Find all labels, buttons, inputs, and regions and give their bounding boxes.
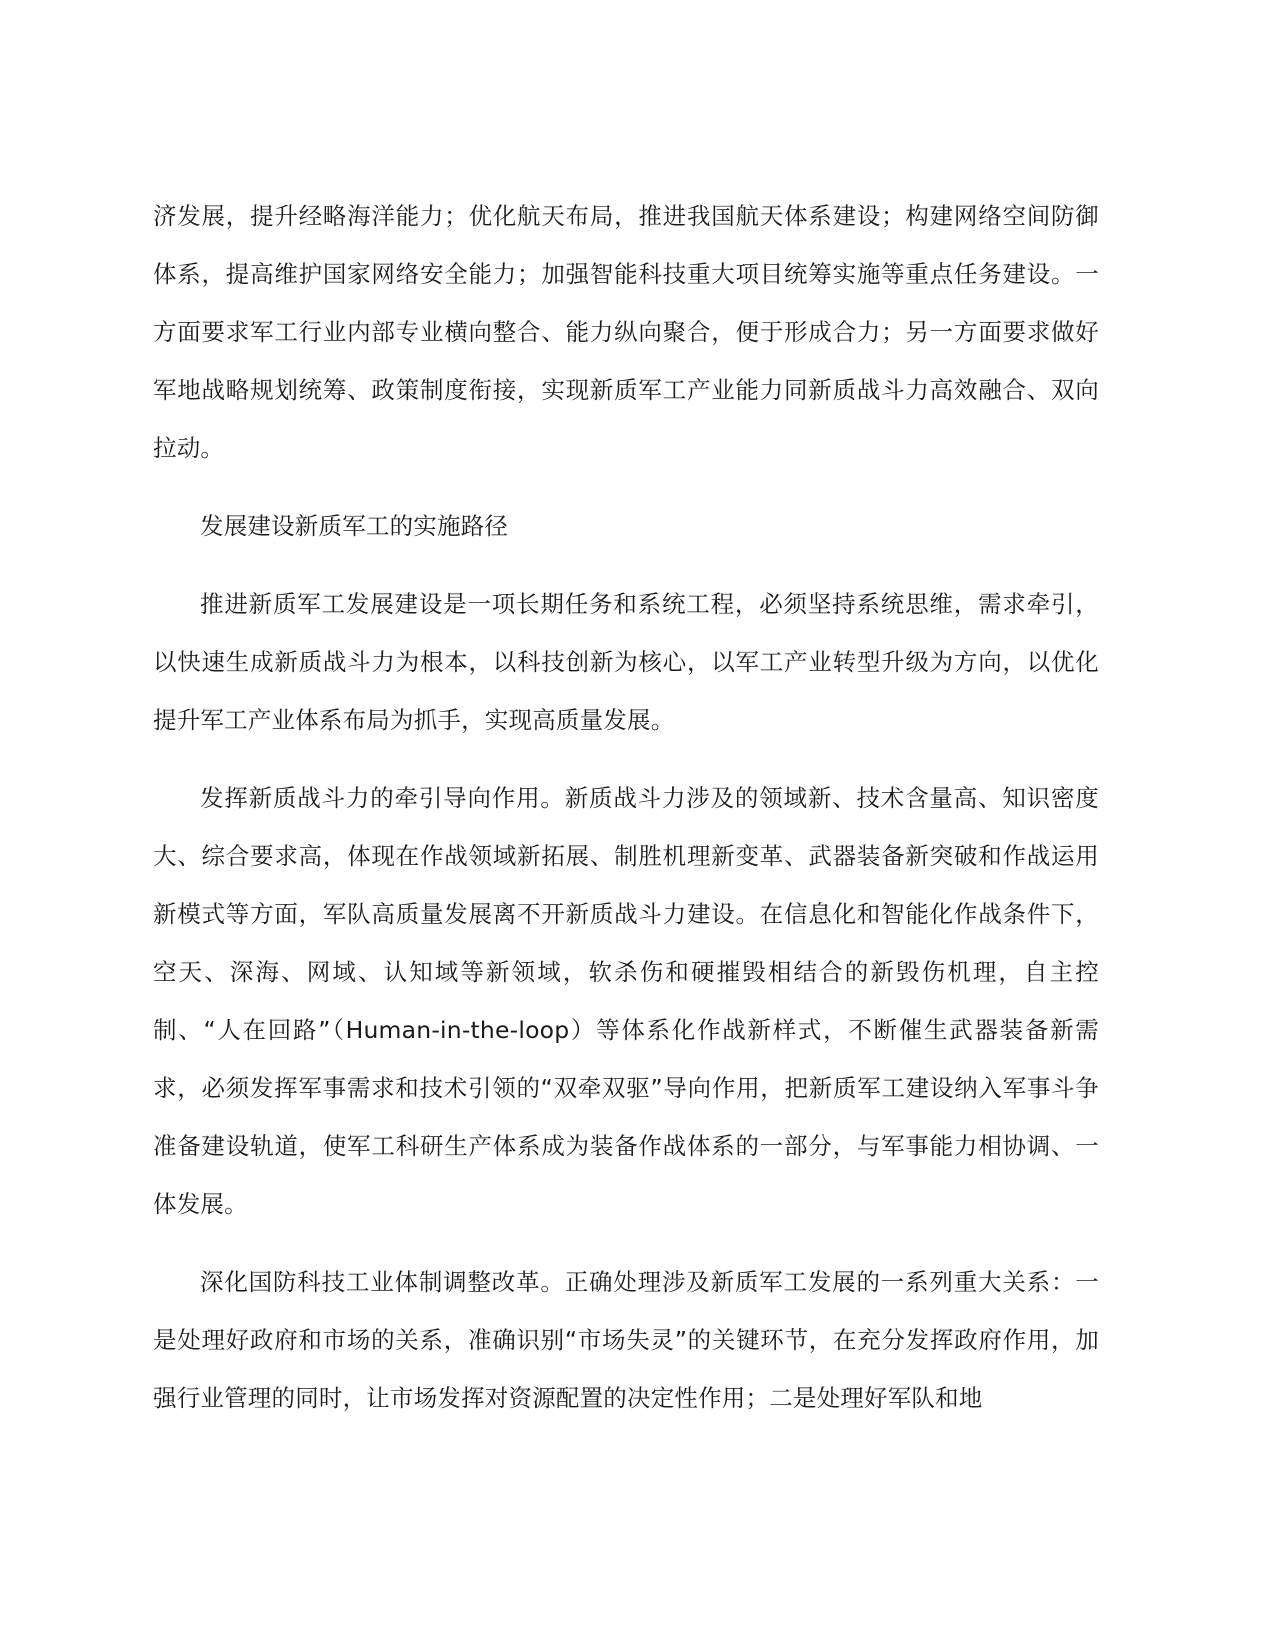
paragraph-overview: 推进新质军工发展建设是一项长期任务和系统工程，必须坚持系统思维，需求牵引，以快速生成新质战斗力为根本，以科技创新为核心，以军工产业转型升级为方向，以优化提升军工产业体系布局为抓手，实现高质量发展。 — [153, 590, 1099, 734]
paragraph-continued-intro: 济发展，提升经略海洋能力；优化航天布局，推进我国航天体系建设；构建网络空间防御体系，提高维护国家网络安全能力；加强智能科技重大项目统筹实施等重点任务建设。一方面要求军工行业内部专业横向整合、能力纵向聚合，便于形成合力；另一方面要求做好军地战略规划统筹、政策制度衔接，实现新质军工产业能力同新质战斗力高效融合、双向拉动。 — [153, 202, 1099, 462]
section-heading-implementation-path: 发展建设新质军工的实施路径 — [200, 512, 509, 540]
document-body — [153, 187, 1099, 1427]
paragraph-new-combat-capability: 发挥新质战斗力的牵引导向作用。新质战斗力涉及的领域新、技术含量高、知识密度大、综合要求高，体现在作战领域新拓展、制胜机理新变革、武器装备新突破和作战运用新模式等方面，军队高质量发展离不开新质战斗力建设。在信息化和智能化作战条件下，空天、深海、网域、认知域等新领域，软杀伤和硬摧毁相结合的新毁伤机理，自主控制、“人在回路”（Human-in-the-loop）等体系化作战新样式，不断催生武器装备新需求，必须发挥军事需求和技术引领的“双牵双驱”导向作用，把新质军工建设纳入军事斗争准备建设轨道，使军工科研生产体系成为装备作战体系的一部分，与军事能力相协调、一体发展。 — [153, 784, 1099, 1218]
paragraph-system-reform: 深化国防科技工业体制调整改革。正确处理涉及新质军工发展的一系列重大关系：一是处理好政府和市场的关系，准确识别“市场失灵”的关键环节，在充分发挥政府作用，加强行业管理的同时，让市场发挥对资源配置的决定性作用；二是处理好军队和地 — [153, 1268, 1099, 1412]
